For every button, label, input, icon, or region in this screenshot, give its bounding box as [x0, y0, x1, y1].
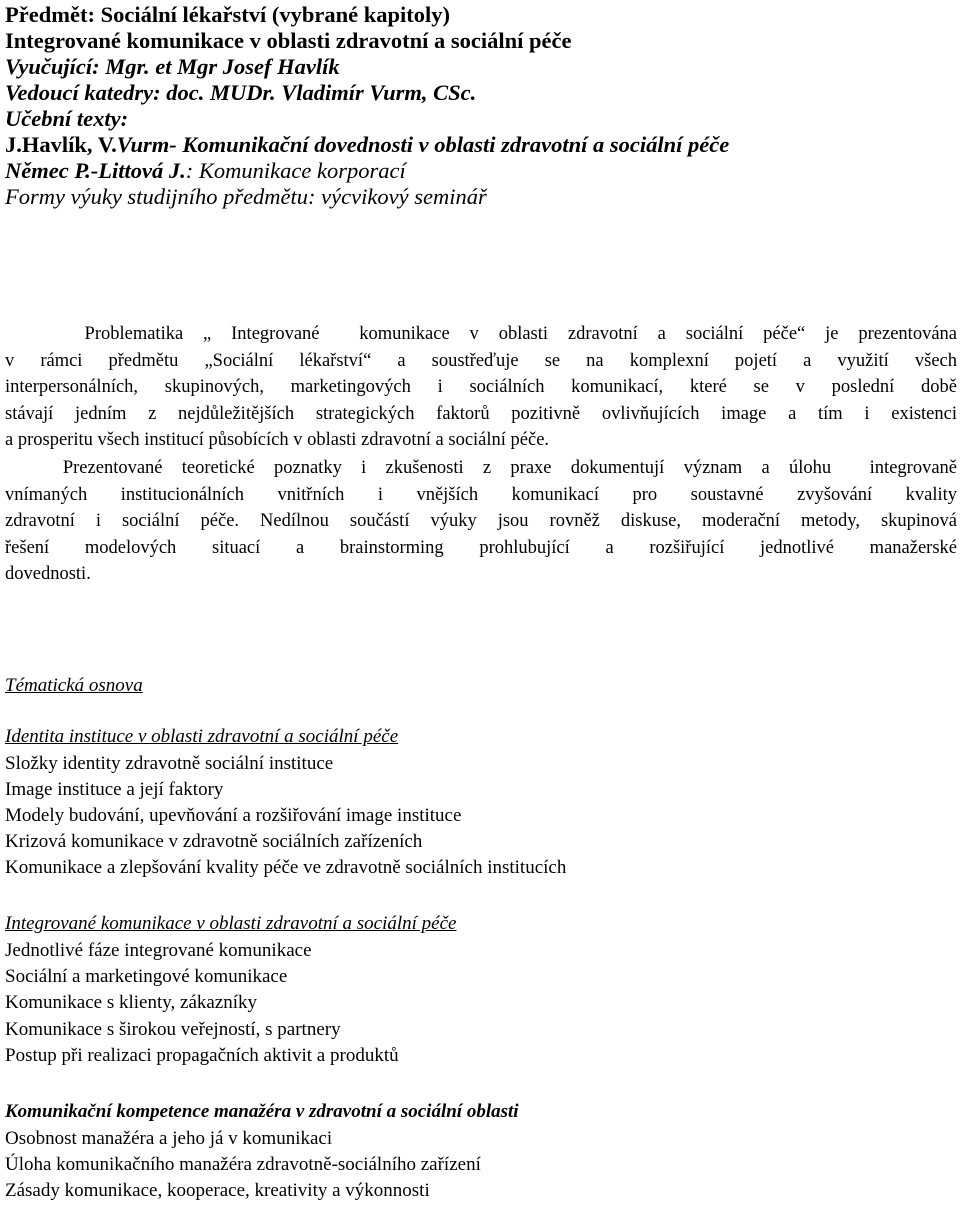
content-line-3: zdravotní i sociální péče. Nedílnou součástí výuky jsou rovněž diskuse, moderační metody, skupinová — [5, 511, 957, 531]
course-title: Integrované komunikace v oblasti zdravotní a sociální péče — [5, 28, 572, 53]
textbook-1-title: Vurm- Komunikační dovednosti v oblasti zdravotní a sociální péče — [116, 132, 730, 157]
subject-line: Předmět: Sociální lékařství (vybrané kapitoly) — [5, 2, 450, 27]
outline-item: Osobnost manažéra a jeho já v komunikaci — [5, 1128, 333, 1149]
outline-item: Jednotlivé fáze integrované komunikace — [5, 940, 312, 961]
outline-item: Komunikace s klienty, zákazníky — [5, 992, 258, 1013]
intro-line-4: stávají jedním z nejdůležitějších strategických faktorů pozitivně ovlivňujících image a tím i existenci — [5, 403, 957, 424]
intro-line-1: Problematika „ Integrované komunikace v oblasti zdravotní a sociální péče“ je prezentována — [5, 324, 957, 344]
outline-item: Image instituce a její faktory — [5, 779, 224, 800]
intro-line-5: a prosperitu všech institucí působících v oblasti zdravotní a sociální péče. — [5, 430, 550, 450]
teacher-line: Vyučující: Mgr. et Mgr Josef Havlík — [5, 54, 340, 79]
outline-title: Tématická osnova — [5, 675, 143, 696]
textbook-1-authors: J.Havlík, V. — [5, 132, 117, 157]
intro-line-3: interpersonálních, skupinových, marketingových i sociálních komunikací, které se v poslední době — [5, 377, 957, 397]
teaching-forms: Formy výuky studijního předmětu: výcvikový seminář — [5, 184, 487, 209]
outline-item: Úloha komunikačního manažéra zdravotně-sociálního zařízení — [5, 1154, 481, 1175]
textbook-2 — [5, 158, 406, 184]
outline-item: Sociální a marketingové komunikace — [5, 966, 288, 987]
texts-label: Učební texty: — [5, 106, 129, 131]
section-heading-identity: Identita instituce v oblasti zdravotní a sociální péče — [5, 726, 399, 747]
department-head-line: Vedoucí katedry: doc. MUDr. Vladimír Vurm, CSc. — [5, 80, 477, 105]
textbook-2-authors: Němec P.-Littová J. — [5, 158, 186, 183]
content-line-2: vnímaných institucionálních vnitřních i vnějších komunikací pro soustavné zvyšování kvality — [5, 484, 957, 505]
outline-item: Komunikace s širokou veřejností, s partnery — [5, 1019, 341, 1040]
content-line-4: řešení modelových situací a brainstorming prohlubující a rozšiřující jednotlivé manažerské — [5, 537, 957, 558]
outline-item: Komunikace a zlepšování kvality péče ve zdravotně sociálních institucích — [5, 857, 567, 878]
section-heading-competence: Komunikační kompetence manažéra v zdravotní a sociální oblasti — [5, 1101, 519, 1122]
content-line-1: Prezentované teoretické poznatky i zkušenosti z praxe dokumentují význam a úlohu integrovaně — [5, 458, 957, 478]
intro-paragraph — [5, 321, 957, 454]
outline-item: Složky identity zdravotně sociální instituce — [5, 753, 334, 774]
intro-line-2: v rámci předmětu „Sociální lékařství“ a soustřeďuje se na komplexní pojetí a využití všech — [5, 350, 957, 371]
content-paragraph — [5, 455, 957, 588]
outline-item: Postup při realizaci propagačních aktivit a produktů — [5, 1045, 399, 1066]
textbook-2-title: : Komunikace korporací — [185, 158, 406, 183]
textbook-1 — [5, 132, 729, 158]
outline-item: Modely budování, upevňování a rozšiřování image instituce — [5, 805, 462, 826]
content-line-5: dovednosti. — [5, 564, 91, 584]
section-heading-integrated: Integrované komunikace v oblasti zdravotní a sociální péče — [5, 913, 457, 934]
outline-item: Zásady komunikace, kooperace, kreativity a výkonnosti — [5, 1180, 430, 1201]
outline-item: Krizová komunikace v zdravotně sociálních zařízeních — [5, 831, 423, 852]
